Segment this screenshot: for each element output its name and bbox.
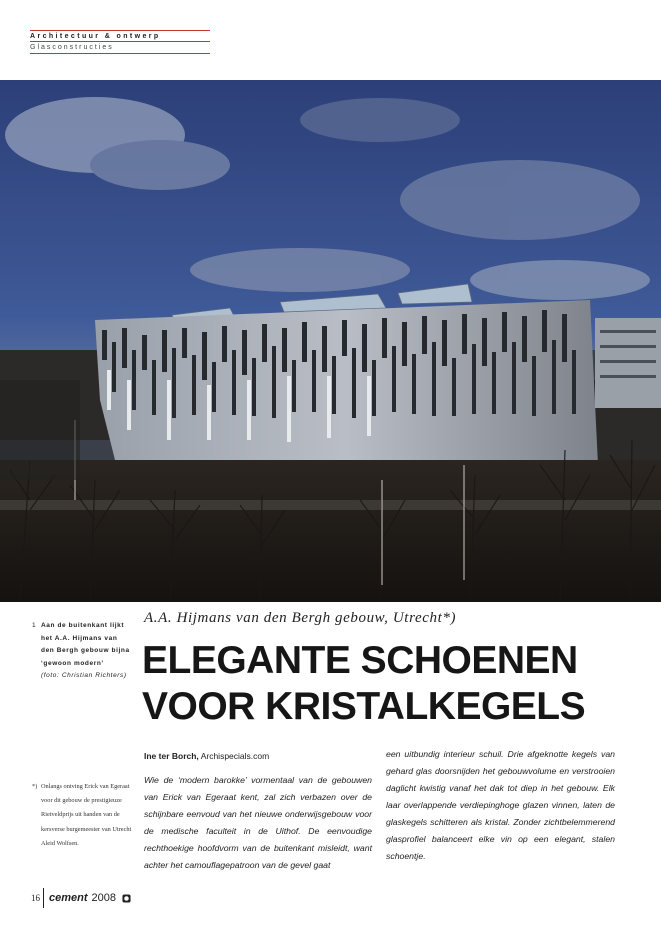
footnote-mark: *) [32,783,38,790]
author-org: Archispecials.com [200,751,270,761]
article-subtitle: A.A. Hijmans van den Bergh gebouw, Utrecht*) [144,610,457,626]
article-headline [142,638,585,730]
author-name: Ine ter Borch, [144,751,199,761]
issue-year: 2008 [91,892,117,904]
section-header [30,30,210,54]
section-title: Architectuur & ontwerp [30,33,161,40]
photo-caption [32,620,132,683]
article-column-1: Wie de ‘modern barokke’ vormentaal van de gebouwen van Erick van Egeraat kent, zal zich verbazen over de schijnbare eenvoud van het nieuwe onderwijsgebouw voor de medische faculteit in de Uithof. De eenvoudige rechthoekige hoofdvorm van de buitenkant misleidt, want achter het camouflagepatroon van de gevel gaat [144,775,372,870]
page-footer [31,888,131,908]
header-rule-bottom [30,53,210,54]
footnote [32,780,132,851]
publisher-logo-icon [122,894,131,903]
subsection-title: Glasconstructies [30,44,114,51]
road [0,500,661,510]
headline-line-1: ELEGANTE SCHOENEN [142,639,578,682]
caption-text: Aan de buitenkant lijkt het A.A. Hijmans van den Bergh gebouw bijna ‘gewoon modern’ [41,622,130,667]
article-column-2: een uitbundig interieur schuil. Drie afgeknotte kegels van gehard glas doorsnijden het gebouwvolume en verstrooien daglicht kwistig vanaf het dak tot diep in het gebouw. Elk laar overlappende verdiepinghoge glazen vinnen, laten de glaskegels schitteren als kristal. Zonder zichtbelemmerend glasprofiel balanceert elke vin op een elegant, stalen schoentje. [386,749,615,861]
building-photo [0,80,661,602]
headline-line-2: VOOR KRISTALKEGELS [142,685,586,728]
photo-credit: (foto: Christian Richters) [41,672,127,680]
footer-divider [43,888,44,908]
page-number: 16 [31,893,40,903]
footnote-text: Onlangs ontving Erick van Egeraat voor dit gebouw de prestigieuze Rietveldprijs uit handen van de kersverse burgemeester van Utrecht Aleid Wolfsen. [41,783,132,847]
byline [144,751,269,761]
magazine-name: cement [49,892,88,904]
caption-number: 1 [32,622,37,629]
